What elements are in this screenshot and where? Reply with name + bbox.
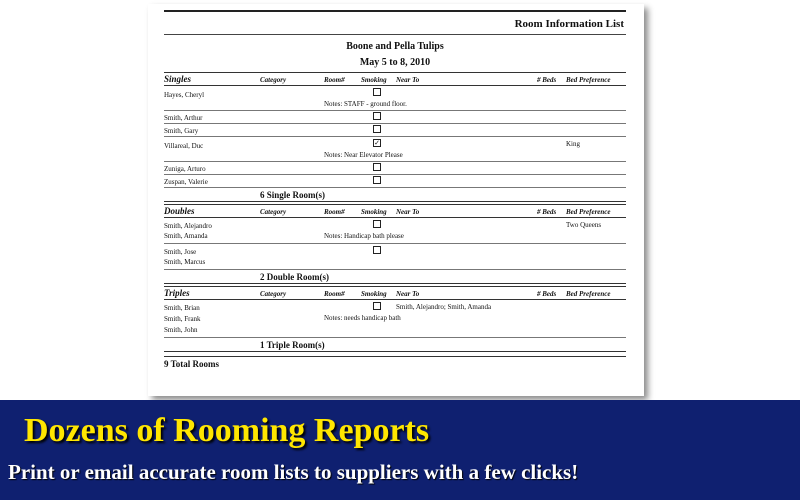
column-room: Room# bbox=[324, 76, 345, 84]
table-row bbox=[164, 124, 626, 137]
guest-name: Smith, Jose bbox=[164, 248, 197, 256]
total-rooms: 9 Total Rooms bbox=[164, 356, 626, 369]
guest-name: Smith, John bbox=[164, 326, 198, 334]
tour-dates: May 5 to 8, 2010 bbox=[359, 57, 431, 68]
room-note: Notes: STAFF - ground floor. bbox=[324, 100, 407, 108]
guest-name: Hayes, Cheryl bbox=[164, 91, 205, 99]
section-title: Singles bbox=[164, 74, 192, 84]
banner-title: Dozens of Rooming Reports bbox=[24, 412, 430, 449]
room-note: Notes: needs handicap bath bbox=[324, 314, 401, 322]
smoking-checkbox[interactable] bbox=[373, 88, 381, 96]
singles-section bbox=[164, 72, 626, 202]
smoking-checkbox[interactable] bbox=[373, 220, 381, 228]
table-row bbox=[164, 218, 626, 244]
table-row bbox=[164, 111, 626, 124]
section-title: Triples bbox=[164, 288, 190, 298]
smoking-checkbox-checked[interactable]: ✓ bbox=[374, 139, 380, 147]
column-near-to: Near To bbox=[396, 208, 420, 216]
guest-name: Villareal, Duc bbox=[164, 142, 204, 150]
guest-name: Smith, Marcus bbox=[164, 258, 206, 266]
column-category: Category bbox=[260, 208, 287, 216]
guest-name: Zuspan, Valerie bbox=[164, 178, 208, 186]
room-note: Notes: Near Elevator Please bbox=[324, 151, 403, 159]
table-row bbox=[164, 162, 626, 175]
table-row bbox=[164, 137, 626, 162]
guest-name: Smith, Frank bbox=[164, 315, 201, 323]
guest-name: Smith, Brian bbox=[164, 304, 200, 312]
smoking-checkbox[interactable] bbox=[373, 246, 381, 254]
promo-banner bbox=[0, 400, 800, 500]
smoking-checkbox[interactable] bbox=[373, 112, 381, 120]
singles-header bbox=[164, 72, 626, 86]
smoking-checkbox[interactable] bbox=[373, 125, 381, 133]
triples-count: 1 Triple Room(s) bbox=[164, 338, 626, 352]
bed-preference: King bbox=[566, 140, 580, 148]
header-rule bbox=[164, 10, 626, 12]
header-divider bbox=[164, 34, 626, 35]
triples-section bbox=[164, 286, 626, 352]
column-bed-preference: Bed Preference bbox=[566, 76, 611, 84]
near-to-value: Smith, Alejandro; Smith, Amanda bbox=[396, 303, 492, 311]
column-category: Category bbox=[260, 76, 287, 84]
section-title: Doubles bbox=[164, 206, 195, 216]
column-category: Category bbox=[260, 290, 287, 298]
column-room: Room# bbox=[324, 208, 345, 216]
smoking-checkbox[interactable] bbox=[373, 302, 381, 310]
table-row bbox=[164, 86, 626, 111]
smoking-checkbox[interactable] bbox=[373, 176, 381, 184]
guest-name: Smith, Arthur bbox=[164, 114, 203, 122]
report-page bbox=[148, 4, 644, 396]
column-bed-preference: Bed Preference bbox=[566, 290, 611, 298]
tour-name: Boone and Pella Tulips bbox=[346, 41, 444, 52]
banner-subtitle: Print or email accurate room lists to suppliers with a few clicks! bbox=[8, 460, 579, 484]
doubles-header bbox=[164, 204, 626, 218]
bed-preference: Two Queens bbox=[566, 221, 602, 229]
column-near-to: Near To bbox=[396, 290, 420, 298]
guest-name: Smith, Alejandro bbox=[164, 222, 212, 230]
column-bed-preference: Bed Preference bbox=[566, 208, 611, 216]
column-smoking: Smoking bbox=[361, 208, 387, 216]
table-row bbox=[164, 244, 626, 270]
guest-name: Smith, Gary bbox=[164, 127, 199, 135]
doubles-section bbox=[164, 204, 626, 284]
column-beds: # Beds bbox=[537, 208, 557, 216]
guest-name: Zuniga, Arturo bbox=[164, 165, 206, 173]
singles-count: 6 Single Room(s) bbox=[164, 188, 626, 202]
doubles-count: 2 Double Room(s) bbox=[164, 270, 626, 284]
report-content bbox=[164, 10, 626, 369]
column-smoking: Smoking bbox=[361, 76, 387, 84]
guest-name: Smith, Amanda bbox=[164, 232, 208, 240]
column-room: Room# bbox=[324, 290, 345, 298]
column-beds: # Beds bbox=[537, 76, 557, 84]
table-row bbox=[164, 175, 626, 188]
smoking-checkbox[interactable] bbox=[373, 163, 381, 171]
column-beds: # Beds bbox=[537, 290, 557, 298]
column-smoking: Smoking bbox=[361, 290, 387, 298]
table-row bbox=[164, 300, 626, 338]
room-note: Notes: Handicap bath please bbox=[324, 232, 404, 240]
triples-header bbox=[164, 286, 626, 300]
column-near-to: Near To bbox=[396, 76, 420, 84]
report-title: Room Information List bbox=[514, 18, 624, 30]
